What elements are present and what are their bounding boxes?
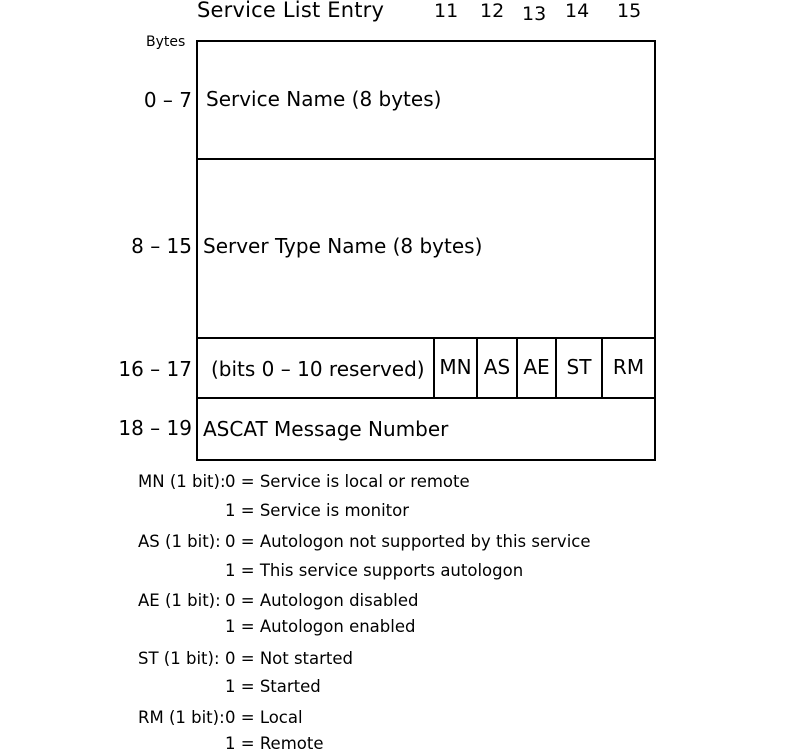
byte-range-row-3: 16 – 17 xyxy=(118,357,192,381)
legend-st-key: ST (1 bit): xyxy=(138,649,220,668)
legend-as-key: AS (1 bit): xyxy=(138,532,221,551)
flag-cell-rm: RM xyxy=(612,355,645,379)
legend-ae-key: AE (1 bit): xyxy=(138,591,221,610)
reserved-bits-field: (bits 0 – 10 reserved) xyxy=(211,357,425,381)
legend-rm-zero: 0 = Local xyxy=(225,708,303,727)
byte-range-row-1: 0 – 7 xyxy=(143,88,192,112)
bit-number-11: 11 xyxy=(434,0,459,22)
row-divider-3 xyxy=(196,397,656,399)
byte-range-row-4: 18 – 19 xyxy=(118,416,192,440)
legend-as-one: 1 = This service supports autologon xyxy=(225,561,524,580)
legend-mn-one: 1 = Service is monitor xyxy=(225,501,410,520)
legend-rm-key: RM (1 bit): xyxy=(138,708,225,727)
legend-ae-zero: 0 = Autologon disabled xyxy=(225,591,419,610)
bytes-column-label: Bytes xyxy=(146,34,186,50)
bit-number-14: 14 xyxy=(565,0,590,22)
flag-cell-mn: MN xyxy=(439,355,472,379)
legend-rm-one: 1 = Remote xyxy=(225,734,324,753)
server-type-name-field: Server Type Name (8 bytes) xyxy=(203,234,483,258)
flag-cell-st: ST xyxy=(566,355,592,379)
legend-as-zero: 0 = Autologon not supported by this service xyxy=(225,532,591,551)
bit-number-15: 15 xyxy=(617,0,642,22)
bit-number-13: 13 xyxy=(522,3,547,25)
legend-st-one: 1 = Started xyxy=(225,677,321,696)
ascat-message-number-field: ASCAT Message Number xyxy=(203,417,449,441)
legend-mn-key: MN (1 bit): xyxy=(138,472,226,491)
legend-st-zero: 0 = Not started xyxy=(225,649,354,668)
row-divider-1 xyxy=(196,158,656,160)
legend-mn-zero: 0 = Service is local or remote xyxy=(225,472,470,491)
byte-range-row-2: 8 – 15 xyxy=(131,234,192,258)
flag-cell-as: AS xyxy=(483,355,511,379)
bit-number-12: 12 xyxy=(480,0,505,22)
legend-ae-one: 1 = Autologon enabled xyxy=(225,617,416,636)
service-name-field: Service Name (8 bytes) xyxy=(206,87,442,111)
row-divider-2 xyxy=(196,337,656,339)
diagram-title: Service List Entry xyxy=(197,0,385,22)
flag-cell-ae: AE xyxy=(523,355,550,379)
